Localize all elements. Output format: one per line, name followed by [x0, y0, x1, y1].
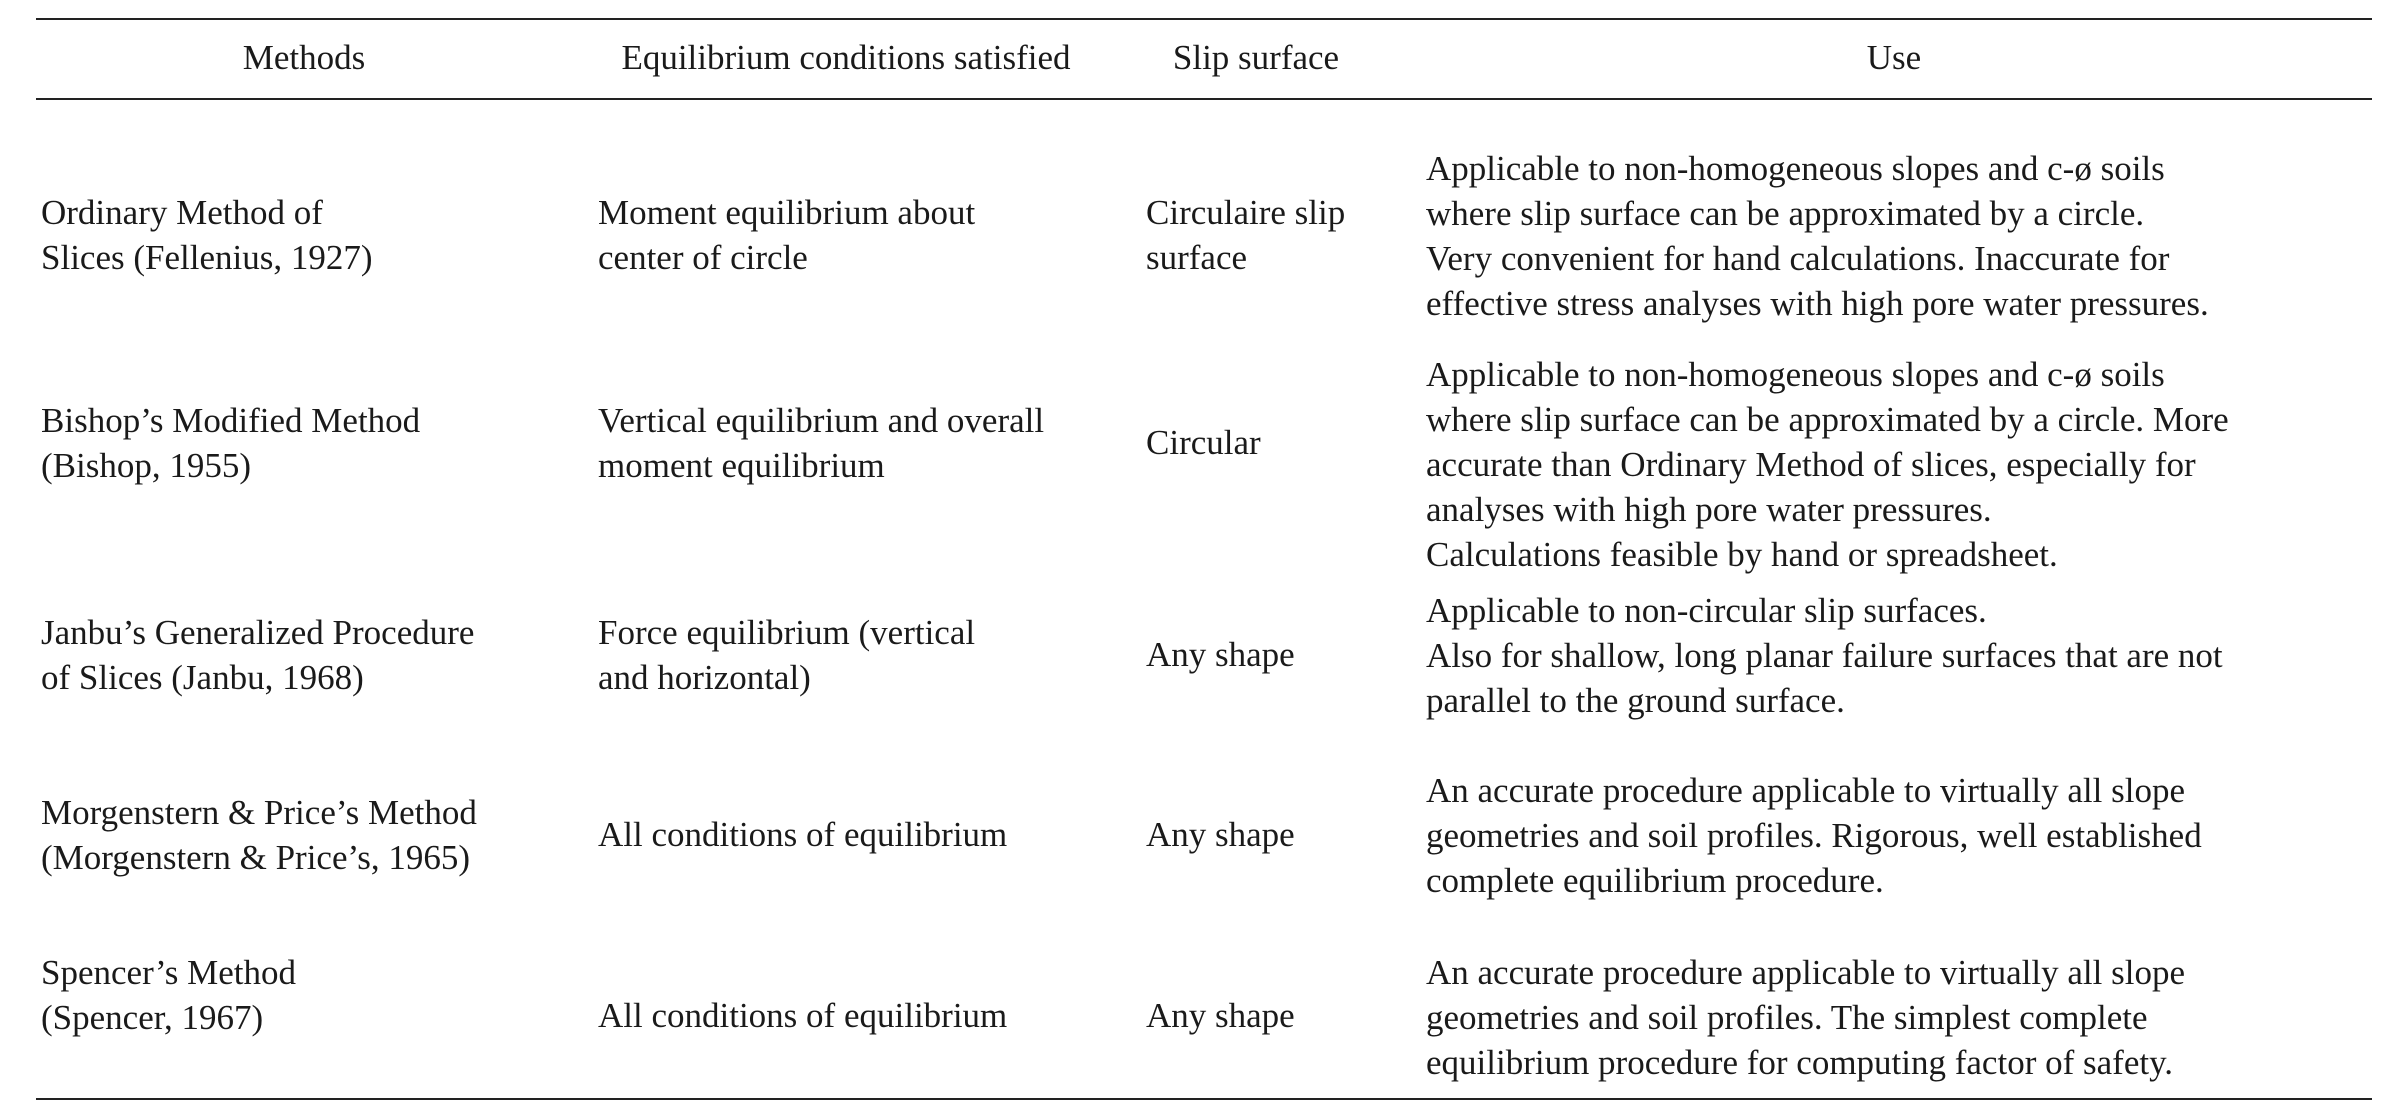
cell-use: Applicable to non-homogeneous slopes and c-ø soils where slip surface can be approximated by a circle. Very convenient for hand calculations. Inaccurate for effective stress analyses with high pore water pressures.	[1426, 149, 2209, 323]
header-methods: Methods	[242, 38, 366, 77]
cell-slip-surface: Circular	[1146, 423, 1261, 462]
cell-slip-surface: Any shape	[1146, 635, 1295, 674]
table-body	[36, 100, 2372, 1095]
cell-method: Spencer’s Method (Spencer, 1967)	[41, 953, 296, 1037]
table-header	[36, 20, 2372, 100]
cell-use: An accurate procedure applicable to virtually all slope geometries and soil profiles. The simplest complete equilibrium procedure for computing factor of safety.	[1426, 953, 2185, 1082]
table-bottom-rule	[36, 1098, 2372, 1100]
header-use: Use	[1866, 38, 1922, 77]
cell-slip-surface: Any shape	[1146, 815, 1295, 854]
cell-method: Ordinary Method of Slices (Fellenius, 1927)	[41, 193, 373, 277]
header-equilibrium: Equilibrium conditions satisfied	[621, 38, 1071, 77]
cell-method: Morgenstern & Price’s Method (Morgenstern & Price’s, 1965)	[41, 793, 477, 877]
cell-equilibrium: All conditions of equilibrium	[598, 815, 1008, 854]
cell-equilibrium: Vertical equilibrium and overall moment equilibrium	[598, 401, 1045, 485]
methods-table	[36, 18, 2372, 1095]
header-slip-surface: Slip surface	[1172, 38, 1340, 77]
cell-method: Janbu’s Generalized Procedure of Slices (Janbu, 1968)	[41, 613, 475, 697]
cell-equilibrium: Force equilibrium (vertical and horizontal)	[598, 613, 976, 697]
cell-use: An accurate procedure applicable to virtually all slope geometries and soil profiles. Rigorous, well established complete equilibrium procedure.	[1426, 771, 2202, 900]
cell-use: Applicable to non-circular slip surfaces. Also for shallow, long planar failure surfaces that are not parallel to the ground surface.	[1426, 591, 2223, 720]
cell-slip-surface: Circulaire slip surface	[1146, 193, 1346, 277]
cell-use: Applicable to non-homogeneous slopes and c-ø soils where slip surface can be approximated by a circle. More accurate than Ordinary Method of slices, especially for analyses with high pore water pressures. Calculations feasible by hand or spreadsheet.	[1426, 355, 2229, 574]
cell-equilibrium: Moment equilibrium about center of circle	[598, 193, 976, 277]
cell-slip-surface: Any shape	[1146, 996, 1295, 1035]
cell-method: Bishop’s Modified Method (Bishop, 1955)	[41, 401, 421, 485]
cell-equilibrium: All conditions of equilibrium	[598, 996, 1008, 1035]
